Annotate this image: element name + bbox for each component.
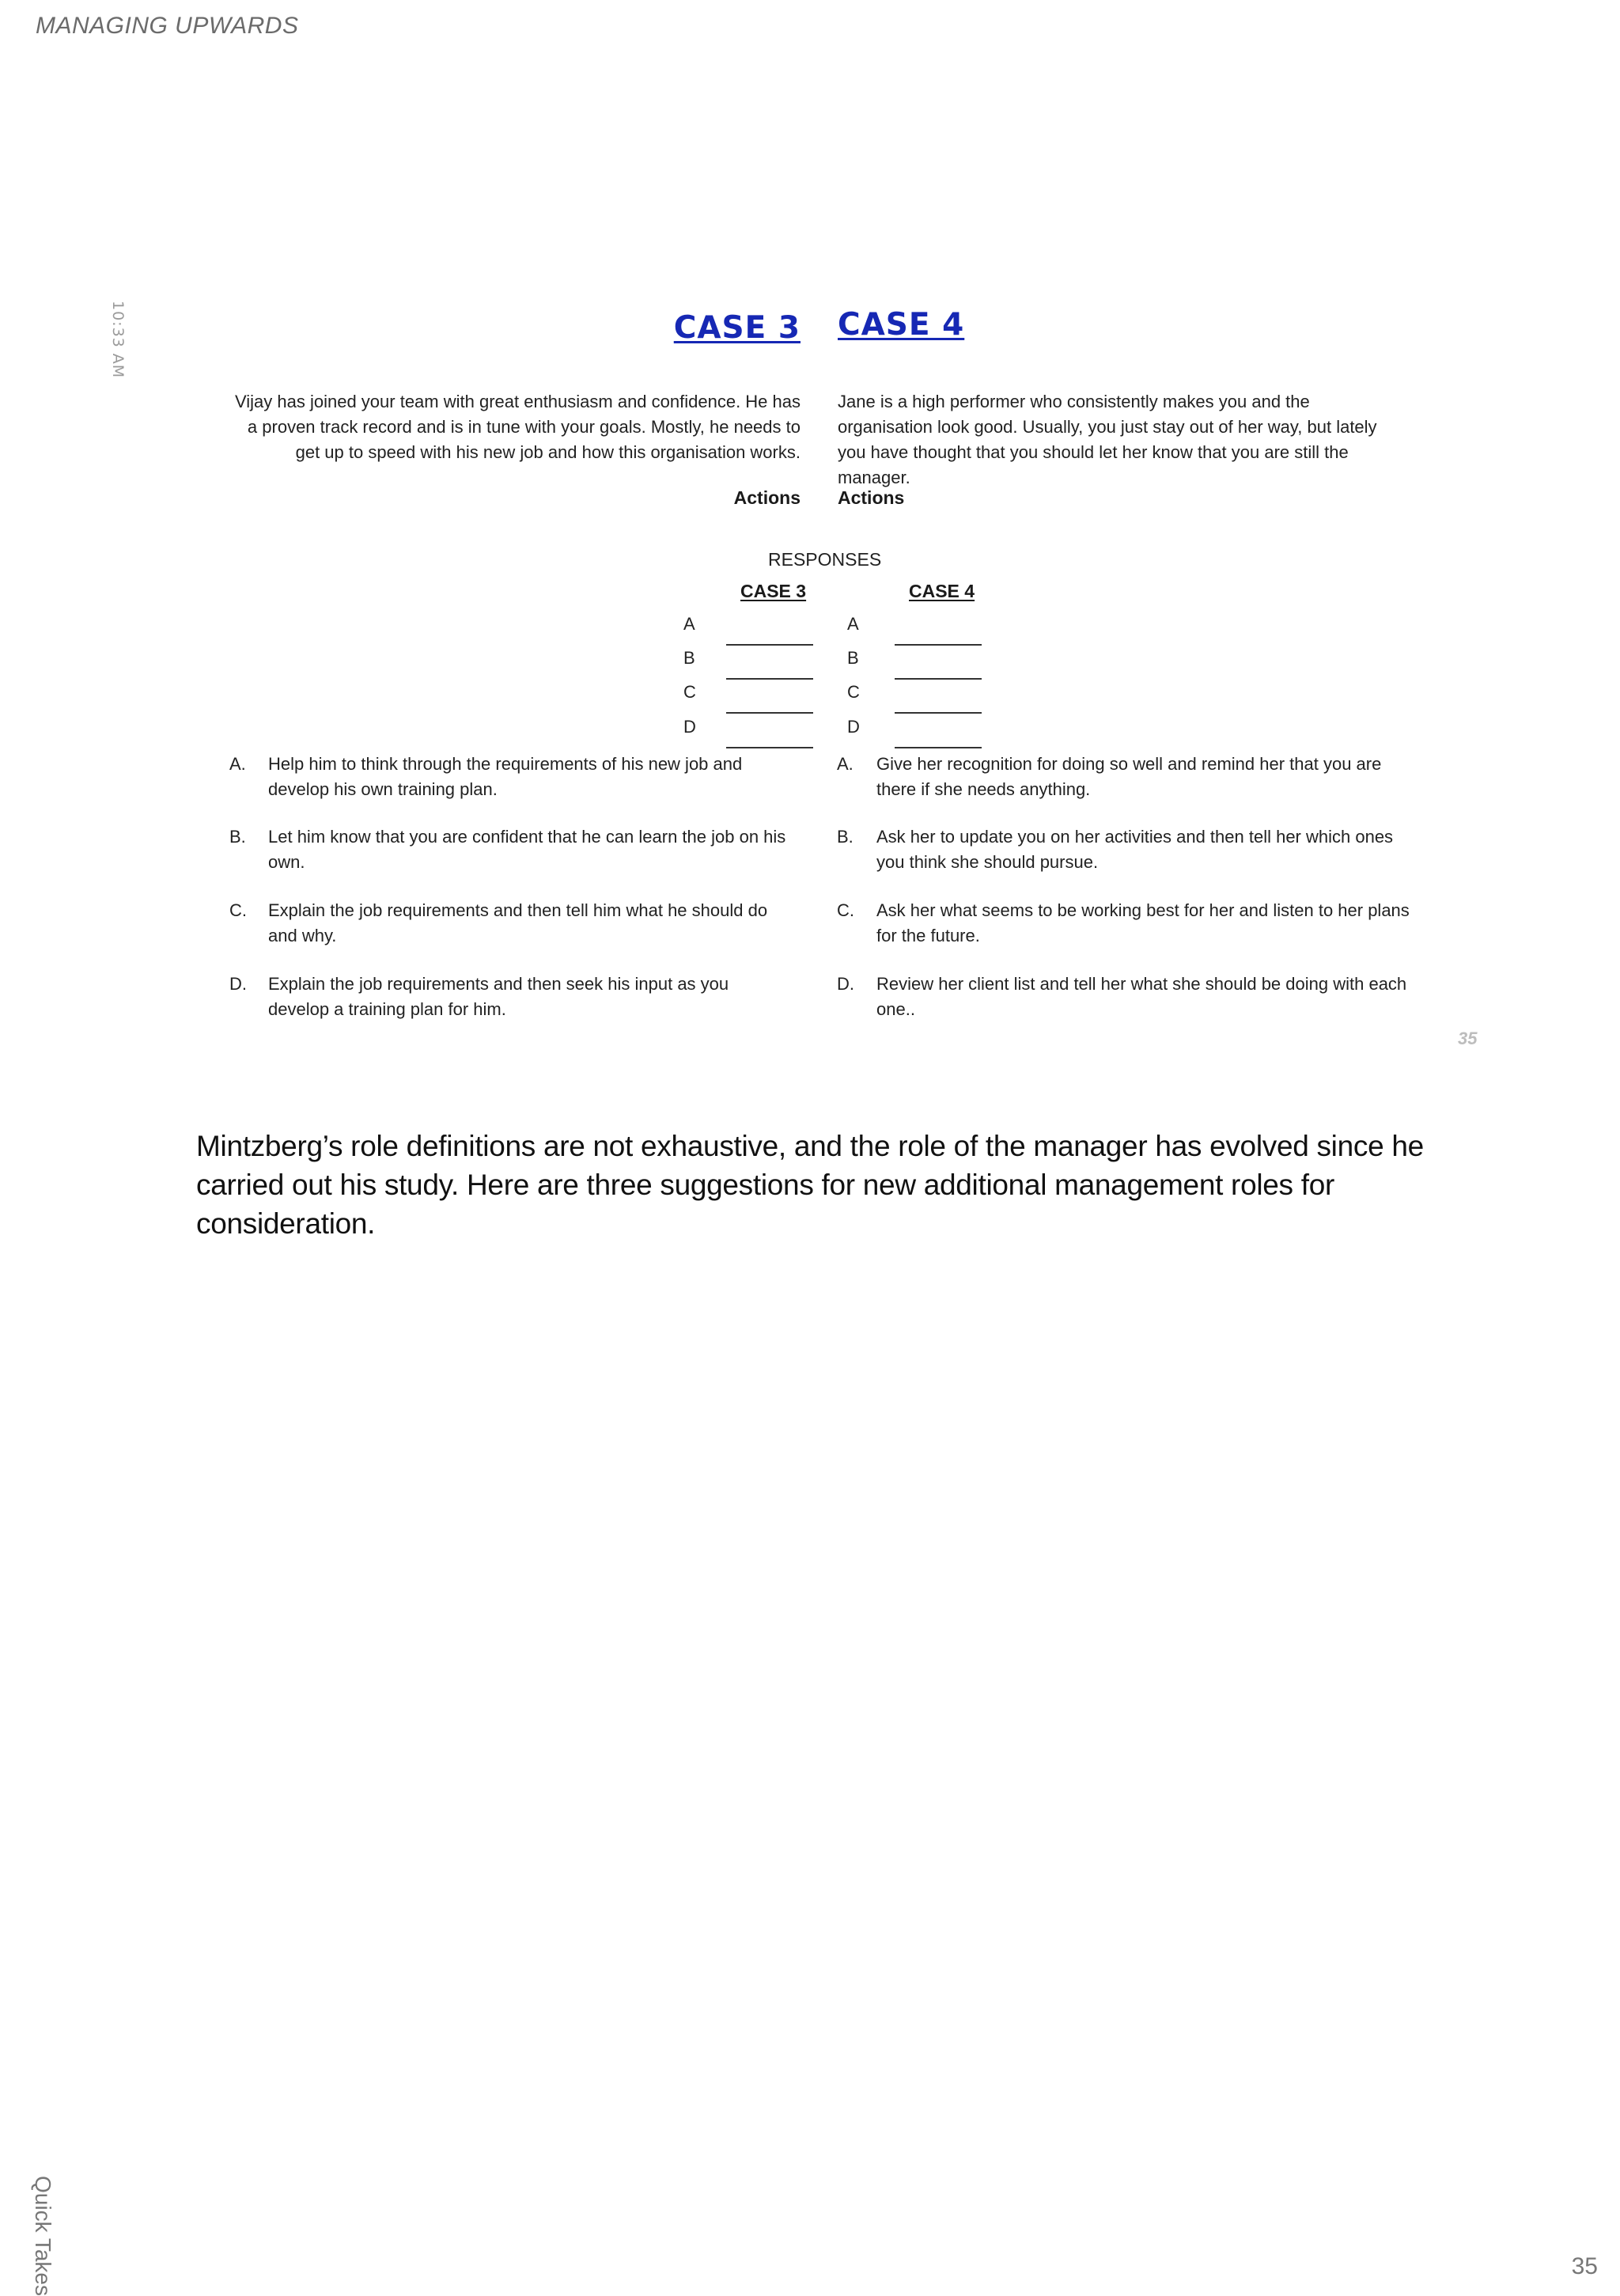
response-blank-case3-a[interactable] (726, 644, 813, 646)
case-4-option-letter: D. (837, 974, 854, 994)
case-4-option-text: Ask her what seems to be working best for her and listen to her plans for the future. (876, 900, 1410, 945)
case-3-option-letter: C. (229, 900, 247, 920)
response-letter-case4: C (847, 682, 860, 702)
response-letter-case3: B (683, 648, 695, 668)
case-3-option-text: Explain the job requirements and then seek his input as you develop a training plan for him. (268, 974, 729, 1019)
case-4-option-letter: A. (837, 754, 854, 774)
responses-case-3-label: CASE 3 (740, 581, 807, 601)
case-3-option-letter: D. (229, 974, 247, 994)
response-blank-case4-c[interactable] (895, 712, 982, 714)
case-4-intro: Jane is a high performer who consistently makes you and the organisation look good. Usually, you just stay out of her way, but lately you have thought that you should let her know that you are still the manager. (838, 392, 1377, 487)
response-blank-case4-a[interactable] (895, 644, 982, 646)
footer-section-label: Quick Takes (31, 2176, 55, 2296)
response-blank-case4-d[interactable] (895, 747, 982, 748)
response-letter-case4: B (847, 648, 859, 668)
slide-page-mark: 35 (1458, 1029, 1478, 1048)
case-4-title: CASE 4 (838, 307, 965, 343)
response-letter-case4: D (847, 717, 860, 737)
response-blank-case3-d[interactable] (726, 747, 813, 748)
response-letter-case3: D (683, 717, 696, 737)
case-4-option-text: Ask her to update you on her activities and then tell her which ones you think she should pursue. (876, 827, 1394, 872)
case-3-option-text: Let him know that you are confident that he can learn the job on his own. (268, 827, 786, 872)
case-3-option-text: Explain the job requirements and then tell him what he should do and why. (268, 900, 768, 945)
response-letter-case3: C (683, 682, 696, 702)
case-3-option-letter: B. (229, 827, 246, 847)
document-header: MANAGING UPWARDS (36, 13, 299, 39)
body-paragraph: Mintzberg’s role definitions are not exhaustive, and the role of the manager has evolved since he carried out his study. Here are three suggestions for new additional management roles for consideration. (196, 1130, 1424, 1240)
case-4-option-text: Give her recognition for doing so well and remind her that you are there if she needs anything. (876, 754, 1382, 799)
case-4-actions-label: Actions (838, 487, 905, 508)
side-timestamp: 10:33 AM (109, 301, 127, 379)
case-4-option-letter: C. (837, 900, 854, 920)
case-4-option-letter: B. (837, 827, 854, 847)
case-3-option-letter: A. (229, 754, 246, 774)
case-4-option-text: Review her client list and tell her what she should be doing with each one.. (876, 974, 1407, 1019)
response-blank-case3-c[interactable] (726, 712, 813, 714)
response-letter-case4: A (847, 614, 859, 634)
case-3-intro: Vijay has joined your team with great enthusiasm and confidence. He has a proven track record and is in tune with your goals. Mostly, he needs to get up to speed with his new job and how this organisation works. (234, 392, 801, 462)
response-letter-case3: A (683, 614, 695, 634)
case-3-title: CASE 3 (673, 310, 801, 346)
case-3-actions-label: Actions (733, 487, 801, 508)
page-number: 35 (1571, 2253, 1598, 2279)
response-blank-case3-b[interactable] (726, 678, 813, 680)
responses-title: RESPONSES (768, 549, 882, 570)
responses-case-4-label: CASE 4 (909, 581, 975, 601)
response-blank-case4-b[interactable] (895, 678, 982, 680)
case-3-option-text: Help him to think through the requirements of his new job and develop his own training plan. (268, 754, 743, 799)
